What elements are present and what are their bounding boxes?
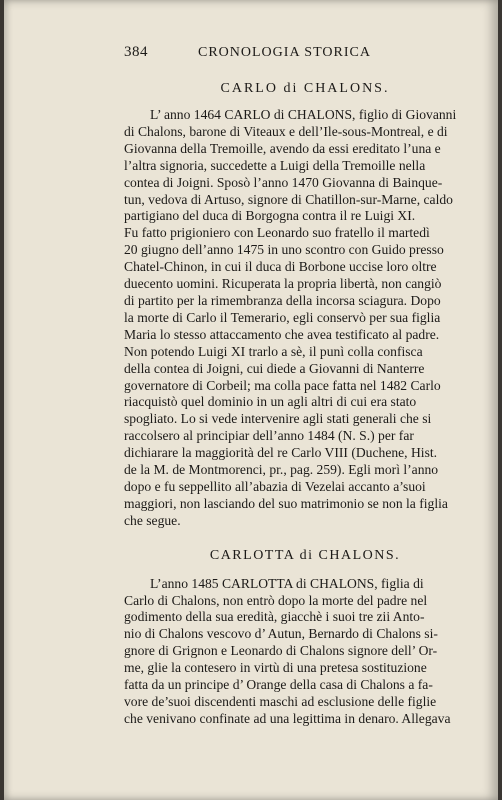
text-line: di Chalons, barone di Viteaux e dell’Ile-sous-Montreal, e di — [124, 123, 448, 139]
text-line: godimento della sua eredità, giacchè i suoi tre zii Anto- — [124, 609, 425, 625]
text-line: l’altra signoria, succedette a Luigi della Tremoille nella — [124, 157, 426, 173]
section-title-carlo: CARLO di CHALONS. — [220, 81, 390, 96]
text-line: dopo e fu seppellito all’abazia di Vezelai accanto a’suoi — [124, 478, 426, 494]
page-header — [124, 44, 486, 61]
text-line: duecento uomini. Ricuperata la propria libertà, non cangiò — [124, 276, 442, 292]
page-number: 384 — [124, 44, 148, 60]
text-line: di partito per la rimembranza della incorsa sciagura. Dopo — [124, 292, 441, 308]
text-line: dichiarare la maggiorità del re Carlo VIII (Duchene, Hist. — [124, 445, 438, 461]
text-line: riacquistò quel dominio in un agli altri di cui era stato — [124, 394, 417, 410]
section-title-carlotta: CARLOTTA di CHALONS. — [209, 547, 401, 563]
text-line: della contea di Joigni, cui diede a Giovanni di Nanterre — [124, 360, 425, 376]
text-line: L’anno 1485 CARLOTTA di CHALONS, figlia di — [150, 575, 424, 591]
text-block — [124, 44, 486, 728]
text-line: la morte di Carlo il Temerario, egli conservò per sua figlia — [124, 309, 441, 325]
text-line: fatta da un principe d’ Orange della casa di Chalons a fa- — [124, 677, 433, 693]
text-line: tun, vedova di Artuso, signore di Chatillon-sur-Marne, caldo — [124, 191, 453, 207]
text-line: me, glie la contesero in virtù di una pretesa sostituzione — [124, 660, 427, 676]
text-line: vore de’suoi discendenti maschi ad esclusione delle figlie — [124, 694, 437, 709]
text-line: de la M. de Montmorenci, pr., pag. 259). Egli morì l’anno — [124, 462, 439, 478]
text-line: nio di Chalons vescovo d’ Autun, Bernardo di Chalons si- — [124, 626, 438, 642]
text-line: Non potendo Luigi XI trarlo a sè, il punì colla confisca — [124, 343, 423, 359]
text-line: L’ anno 1464 CARLO di CHALONS, figlio di Giovanni — [150, 107, 457, 122]
text-line: Fu fatto prigioniero con Leonardo suo fratello il martedì — [124, 225, 430, 241]
text-line: raccolsero al principiar dell’anno 1484 (N. S.) per far — [124, 428, 414, 444]
text-line: partigiano del duca di Borgogna contra il re Luigi XI. — [124, 208, 416, 224]
text-line: Giovanna della Tremoille, avendo da essi ereditato l’una e — [124, 140, 441, 156]
text-line: spogliato. Lo si vede intervenire agli stati generali che si — [124, 411, 432, 427]
text-line: che segue. — [124, 512, 181, 528]
text-line: Chatel-Chinon, in cui il duca di Borbone uccise loro oltre — [124, 259, 437, 275]
paragraph-carlo — [124, 107, 486, 530]
text-line: Maria lo stesso attaccamento che avea testificato al padre. — [124, 326, 440, 342]
text-line: che venivano confinate ad una legittima in denaro. Allegava — [124, 710, 451, 726]
text-line: governatore di Corbeil; ma colla pace fatta nel 1482 Carlo — [124, 377, 441, 393]
paragraph-carlotta — [124, 576, 486, 728]
text-line: contea di Joigni. Sposò l’anno 1470 Giovanna di Bainque- — [124, 174, 443, 190]
text-line: maggiori, non lasciando del suo matrimonio se non la figlia — [124, 495, 448, 511]
text-line: Carlo di Chalons, non entrò dopo la morte del padre nel — [124, 592, 428, 608]
text-line: 20 giugno dell’anno 1475 in uno scontro con Guido presso — [124, 242, 444, 258]
text-line: gnore di Grignon e Leonardo di Chalons signore dell’ Or- — [124, 643, 438, 659]
book-page — [4, 0, 498, 800]
running-head: CRONOLOGIA STORICA — [198, 45, 371, 60]
